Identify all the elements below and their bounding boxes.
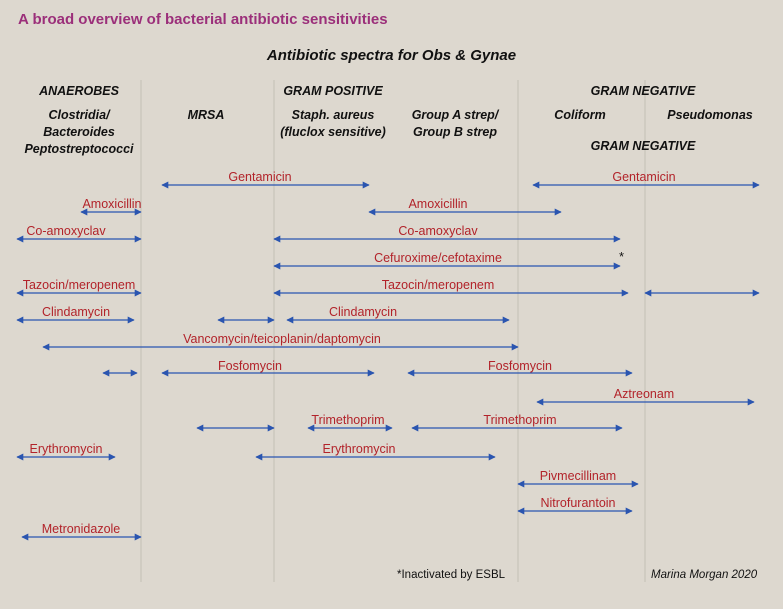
label-clindamycin: Clindamycin	[41, 305, 111, 319]
label-co-amoxyclav: Co-amoxyclav	[398, 224, 478, 238]
label-gentamicin: Gentamicin	[612, 170, 676, 184]
column-header-clostridia: Clostridia/ Bacteroides Peptostreptococci	[24, 108, 134, 156]
label-trimethoprim: Trimethoprim	[311, 413, 385, 427]
label-clindamycin: Clindamycin	[328, 305, 398, 319]
label-co-amoxyclav: Co-amoxyclav	[26, 224, 106, 238]
label-aztreonam: Aztreonam	[613, 387, 675, 401]
group-header-anaerobes: ANAEROBES	[39, 84, 119, 98]
column-header-pseudomonas: Pseudomonas	[667, 108, 753, 122]
esbl-marker: *	[619, 249, 625, 264]
column-header-group-strep: Group A strep/ Group B strep	[411, 108, 499, 139]
label-fosfomycin: Fosfomycin	[218, 359, 282, 373]
label-vancomycin-teicoplanin-daptomycin: Vancomycin/teicoplanin/daptomycin	[183, 332, 381, 346]
column-header-mrsa: MRSA	[187, 108, 225, 122]
column-header-coliform: Coliform	[554, 108, 606, 122]
label-tazocin-meropenem: Tazocin/meropenem	[381, 278, 495, 292]
label-amoxicillin: Amoxicillin	[408, 197, 468, 211]
label-erythromycin: Erythromycin	[322, 442, 396, 456]
label-fosfomycin: Fosfomycin	[488, 359, 552, 373]
label-cefuroxime-cefotaxime: Cefuroxime/cefotaxime	[374, 251, 502, 265]
group-header-gram-positive: GRAM POSITIVE	[283, 84, 383, 98]
author-credit: Marina Morgan 2020	[651, 569, 758, 581]
label-erythromycin: Erythromycin	[29, 442, 103, 456]
label-amoxicillin: Amoxicillin	[82, 197, 142, 211]
group-header-gram-negative: GRAM NEGATIVE	[590, 84, 696, 98]
label-tazocin-meropenem: Tazocin/meropenem	[22, 278, 136, 292]
column-header-staph-aureus: Staph. aureus (fluclox sensitive)	[280, 108, 386, 139]
group-header-gram-negative-repeat: GRAM NEGATIVE	[590, 139, 696, 153]
esbl-footnote: *Inactivated by ESBL	[397, 569, 506, 581]
page-title: A broad overview of bacterial antibiotic sensitivities	[18, 11, 388, 28]
chart-subtitle: Antibiotic spectra for Obs & Gynae	[266, 47, 517, 64]
label-metronidazole: Metronidazole	[41, 522, 121, 536]
label-nitrofurantoin: Nitrofurantoin	[540, 496, 616, 510]
label-trimethoprim: Trimethoprim	[483, 413, 557, 427]
label-pivmecillinam: Pivmecillinam	[539, 469, 617, 483]
label-gentamicin: Gentamicin	[228, 170, 292, 184]
